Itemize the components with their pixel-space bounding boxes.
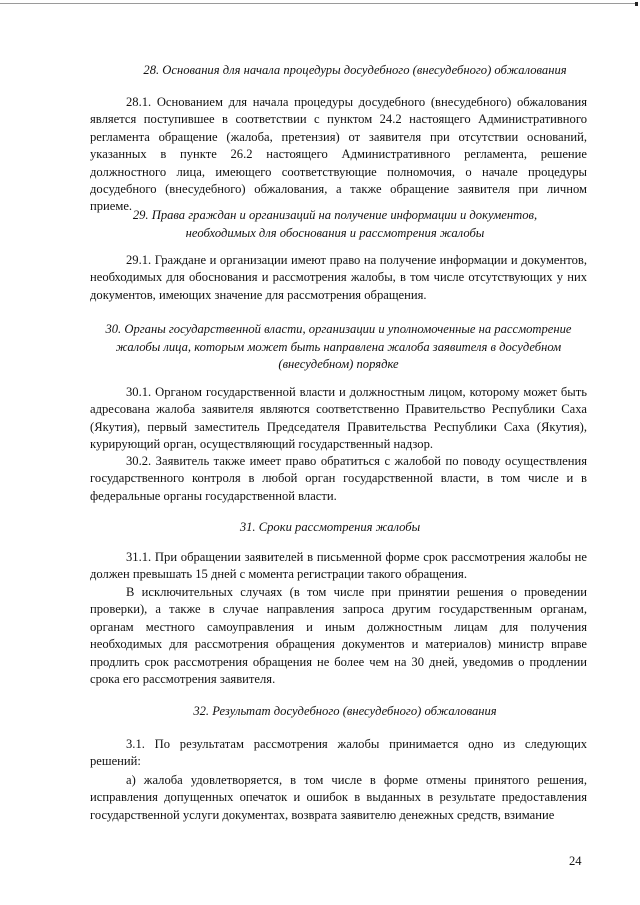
heading-28: 28. Основания для начала процедуры досудебного (внесудебного) обжалования (143, 63, 567, 77)
paragraph-30-2: 30.2. Заявитель также имеет право обратиться с жалобой по поводу осуществления государственного контроля в любой орган государственной власти, в том числе и в федеральные органы государственной власти. (90, 454, 587, 503)
heading-30-line-3: (внесудебном) порядке (278, 357, 399, 371)
paragraph-31-2: В исключительных случаях (в том числе при принятии решения о проведении проверки), а также в случае направления запроса другим государственным органам, органам местного самоуправления и иным должностным лицам для получения необходимых для рассмотрения обращения документов и материалов) министр вправе продлить срок рассмотрения обращения не более чем на 30 дней, уведомив о продлении срока его рассмотрения заявителя. (90, 585, 587, 687)
scan-corner-mark (635, 2, 638, 6)
heading-29-line-2: необходимых для обоснования и рассмотрения жалобы (185, 226, 485, 240)
page-number: 24 (569, 854, 582, 868)
heading-29-line-1: 29. Права граждан и организаций на получение информации и документов, (132, 208, 538, 222)
heading-30-line-1: 30. Органы государственной власти, организации и уполномоченные на рассмотрение (105, 322, 572, 336)
scan-edge-line (0, 3, 636, 4)
heading-31: 31. Сроки рассмотрения жалобы (239, 520, 421, 534)
paragraph-30-1: 30.1. Органом государственной власти и должностным лицом, которому может быть адресована жалоба заявителя являются соответственно Правительство Республики Саха (Якутия), первый заместитель Председателя Правительства Республики Саха (Якутия), курирующий орган, осуществляющий государственный надзор. (90, 385, 587, 452)
paragraph-31-1: 31.1. При обращении заявителей в письменной форме срок рассмотрения жалобы не должен превышать 15 дней с момента регистрации такого обращения. (90, 550, 587, 582)
heading-30-line-2: жалобы лица, которым может быть направлена жалоба заявителя в досудебном (115, 340, 562, 354)
paragraph-28-1: 28.1. Основанием для начала процедуры досудебного (внесудебного) обжалования является поступившее в соответствии с пунктом 24.2 настоящего Административного регламента обращение (жалоба, претензия) от заявителя при отсутствии оснований, указанных в пункте 26.2 настоящего Административного регламента, решение должностного лица, имеющего соответствующие полномочия, о начале процедуры досудебного (внесудебного) обжалования, а также обращение заявителя при личном приеме. (90, 95, 587, 214)
paragraph-3-1: 3.1. По результатам рассмотрения жалобы принимается одно из следующих решений: (90, 737, 587, 769)
paragraph-a: а) жалоба удовлетворяется, в том числе в форме отмены принятого решения, исправления допущенных опечаток и ошибок в выданных в результате предоставления государственной услуги документах, возврата заявителю денежных средств, взимание (90, 773, 587, 822)
paragraph-29-1: 29.1. Граждане и организации имеют право на получение информации и документов, необходимых для обоснования и рассмотрения жалобы, в том числе отсутствующих у них документов, имеющих значение для рассмотрения обращения. (90, 253, 587, 302)
heading-32: 32. Результат досудебного (внесудебного) обжалования (193, 704, 497, 718)
